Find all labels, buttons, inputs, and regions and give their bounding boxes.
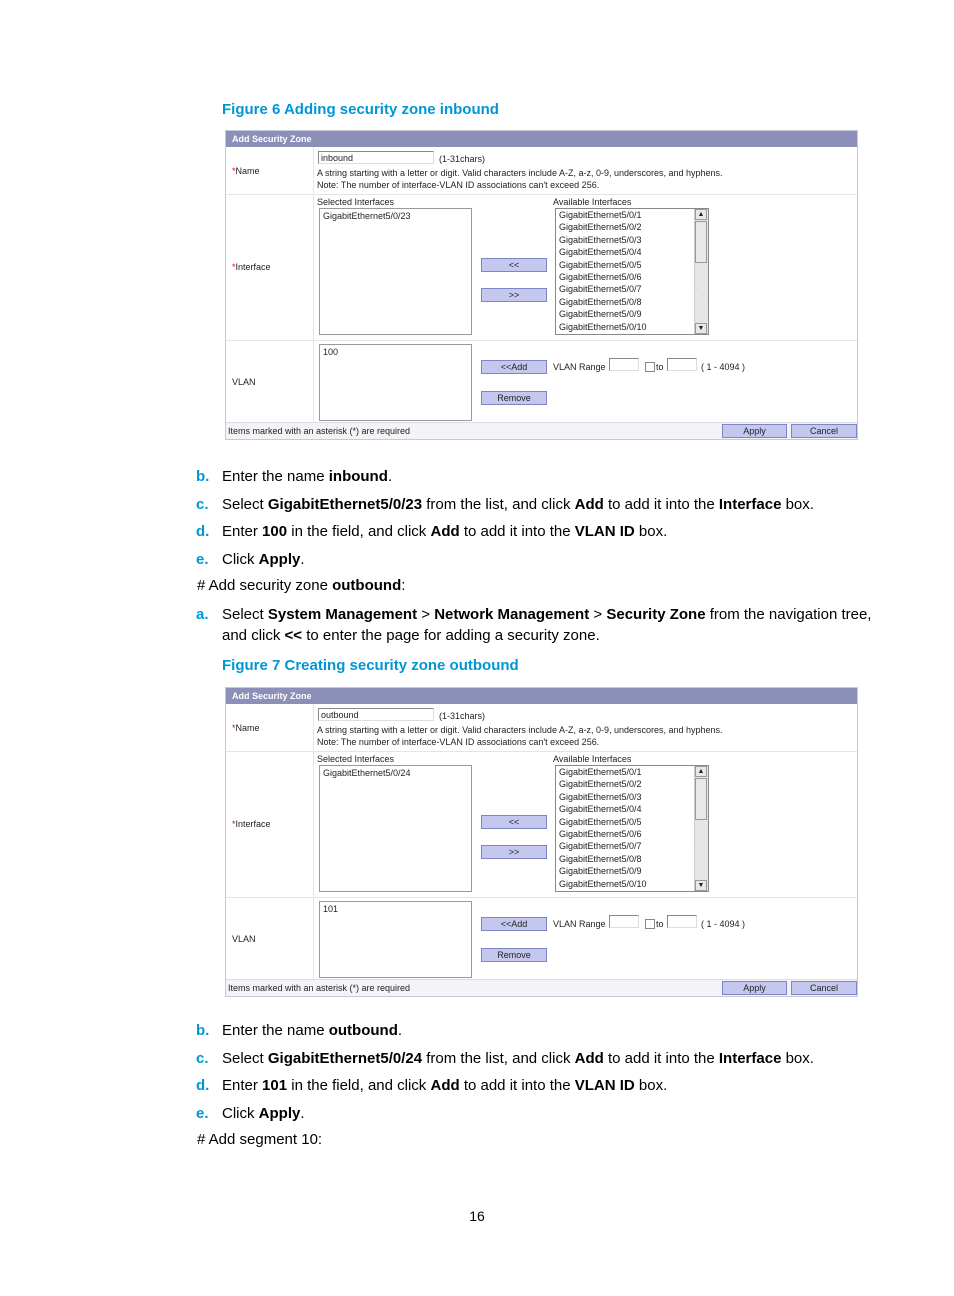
panel-footer (226, 979, 857, 996)
step-letter: b. (196, 468, 210, 485)
step-e (196, 549, 876, 570)
name-hint: (1-31chars) (439, 154, 486, 164)
step-text: from the navigation tree, (705, 606, 872, 623)
step-text: Enter (222, 1077, 263, 1094)
step-text: box. (781, 496, 814, 513)
name-description: A string starting with a letter or digit. Valid characters include A-Z, a-z, 0-9, underscores, and hyphens. (317, 725, 723, 735)
available-interface-item[interactable]: GigabitEthernet5/0/10 (559, 321, 647, 332)
figure-7-caption: Figure 7 Creating security zone outbound (222, 657, 519, 674)
vlan-list[interactable] (319, 901, 472, 978)
step-text: Add (574, 1050, 604, 1067)
vlan-range-end-input[interactable] (667, 358, 697, 371)
step-letter: c. (196, 1050, 209, 1067)
vlan-range-end-input[interactable] (667, 915, 697, 928)
required-note: Items marked with an asterisk (*) are required (228, 426, 411, 436)
step-text: Add (430, 523, 460, 540)
label-divider (313, 147, 314, 427)
step-b (196, 466, 876, 487)
step-text: and click (222, 627, 285, 644)
vlan-range-label: VLAN Range (553, 919, 606, 929)
name-input[interactable]: inbound (318, 151, 434, 164)
figure-6-caption: Figure 6 Adding security zone inbound (222, 101, 499, 118)
name-label-text: Name (235, 723, 260, 733)
move-left-button[interactable]: << (481, 258, 547, 272)
step-text: Security Zone (606, 606, 706, 623)
step-text: Select (222, 496, 268, 513)
add-vlan-button[interactable]: <<Add (481, 360, 547, 374)
available-interface-item[interactable]: GigabitEthernet5/0/4 (559, 804, 642, 815)
add-vlan-button[interactable]: <<Add (481, 917, 547, 931)
name-label (232, 723, 260, 733)
step-d (196, 521, 876, 542)
vlan-item[interactable]: 100 (323, 347, 339, 357)
name-hint: (1-31chars) (439, 711, 486, 721)
available-interface-item[interactable]: GigabitEthernet5/0/4 (559, 247, 642, 258)
vlan-range-hint: ( 1 - 4094 ) (701, 362, 746, 372)
step-text: Enter the name (222, 1022, 329, 1039)
required-asterisk: * (232, 262, 236, 272)
step-letter: d. (196, 523, 210, 540)
step-text: Click (222, 551, 259, 568)
step-text: Enter (222, 523, 263, 540)
add-segment-line: # Add segment 10: (197, 1131, 323, 1148)
remove-vlan-button[interactable]: Remove (481, 391, 547, 405)
required-asterisk: * (232, 166, 236, 176)
available-interfaces-list[interactable] (555, 765, 709, 892)
vlan-range-checkbox[interactable] (645, 919, 655, 929)
step-d (196, 1075, 876, 1096)
available-interface-item[interactable]: GigabitEthernet5/0/9 (559, 866, 642, 877)
available-interface-item[interactable]: GigabitEthernet5/0/3 (559, 791, 642, 802)
step-a (196, 604, 876, 646)
available-interface-item[interactable]: GigabitEthernet5/0/1 (559, 767, 642, 777)
name-note: Note: The number of interface-VLAN ID associations can't exceed 256. (317, 737, 600, 747)
step-text: VLAN ID (574, 1077, 635, 1094)
step-text: inbound (328, 468, 388, 485)
step-text: GigabitEthernet5/0/23 (267, 496, 423, 513)
step-a-line2 (196, 625, 876, 646)
available-interface-item[interactable]: GigabitEthernet5/0/7 (559, 841, 642, 852)
step-text: Select (222, 1050, 268, 1067)
scroll-down-icon[interactable]: ▼ (695, 880, 707, 891)
step-text: System Management (267, 606, 418, 623)
available-interface-item[interactable]: GigabitEthernet5/0/3 (559, 234, 642, 245)
scroll-up-icon[interactable]: ▲ (695, 766, 707, 777)
add-outbound-line (197, 577, 405, 594)
available-interfaces-list[interactable] (555, 208, 709, 335)
step-text: box. (634, 523, 668, 540)
vlan-item[interactable]: 101 (323, 904, 339, 914)
step-text: box. (634, 1077, 668, 1094)
move-right-button[interactable]: >> (481, 288, 547, 302)
step-letter: e. (196, 1105, 209, 1122)
available-interface-item[interactable]: GigabitEthernet5/0/6 (559, 272, 642, 283)
panel-footer (226, 422, 857, 439)
step-text: . (397, 1022, 403, 1039)
page-number: 16 (469, 1208, 485, 1224)
name-description: A string starting with a letter or digit. Valid characters include A-Z, a-z, 0-9, underscores, and hyphens. (317, 168, 723, 178)
step-e (196, 1103, 876, 1124)
selected-interface-item[interactable]: GigabitEthernet5/0/24 (323, 768, 411, 778)
available-interface-item[interactable]: GigabitEthernet5/0/2 (559, 222, 642, 233)
interface-label (232, 819, 271, 829)
step-text: to enter the page for adding a security zone. (302, 627, 600, 644)
step-text: in the field, and click (287, 523, 431, 540)
available-interface-item[interactable]: GigabitEthernet5/0/10 (559, 878, 647, 889)
step-text: Add (430, 1077, 460, 1094)
step-text: Select (222, 606, 268, 623)
required-asterisk: * (232, 723, 236, 733)
required-asterisk: * (232, 819, 236, 829)
step-text: box. (781, 1050, 814, 1067)
label-divider (313, 704, 314, 984)
add-security-zone-panel-outbound (225, 687, 858, 997)
vlan-label: VLAN (232, 934, 256, 944)
step-letter: b. (196, 1022, 210, 1039)
available-interface-item[interactable]: GigabitEthernet5/0/8 (559, 296, 642, 307)
step-text: Network Management (434, 606, 590, 623)
name-label (232, 166, 260, 176)
available-interface-item[interactable]: GigabitEthernet5/0/9 (559, 309, 642, 320)
required-note: Items marked with an asterisk (*) are required (228, 983, 411, 993)
step-text: > (589, 606, 607, 623)
interface-label-text: Interface (235, 819, 271, 829)
step-text: 101 (262, 1077, 288, 1094)
vlan-range-label: VLAN Range (553, 362, 606, 372)
step-text: to add it into the (459, 523, 575, 540)
step-text: VLAN ID (574, 523, 635, 540)
to-label: to (656, 919, 664, 929)
step-c (196, 1048, 876, 1069)
apply-button[interactable]: Apply (722, 981, 787, 995)
step-text: Enter the name (222, 468, 329, 485)
apply-button[interactable]: Apply (722, 424, 787, 438)
available-interfaces-label: Available Interfaces (553, 754, 632, 764)
step-letter: c. (196, 496, 209, 513)
step-text: from the list, and click (422, 496, 575, 513)
available-interfaces-label: Available Interfaces (553, 197, 632, 207)
name-input[interactable]: outbound (318, 708, 434, 721)
step-text: << (284, 627, 303, 644)
outbound-text: # Add security zone (197, 577, 333, 594)
selected-interfaces-label: Selected Interfaces (317, 197, 395, 207)
add-security-zone-panel-inbound (225, 130, 858, 440)
scroll-up-icon[interactable]: ▲ (695, 209, 707, 220)
selected-interfaces-list[interactable] (319, 765, 472, 892)
outbound-text: : (401, 577, 406, 594)
step-text: . (300, 551, 305, 568)
step-text: 100 (262, 523, 288, 540)
step-b (196, 1020, 876, 1041)
to-label: to (656, 362, 664, 372)
step-text: Apply (258, 1105, 301, 1122)
step-text: from the list, and click (422, 1050, 575, 1067)
step-text: Interface (718, 496, 782, 513)
move-left-button[interactable]: << (481, 815, 547, 829)
available-interface-item[interactable]: GigabitEthernet5/0/6 (559, 829, 642, 840)
cancel-button[interactable]: Cancel (791, 424, 857, 438)
move-right-button[interactable]: >> (481, 845, 547, 859)
step-text: in the field, and click (287, 1077, 431, 1094)
available-interface-item[interactable]: GigabitEthernet5/0/8 (559, 853, 642, 864)
available-interface-item[interactable]: GigabitEthernet5/0/5 (559, 816, 642, 827)
remove-vlan-button[interactable]: Remove (481, 948, 547, 962)
name-label-text: Name (235, 166, 260, 176)
panel-title: Add Security Zone (226, 688, 857, 704)
list-scrollbar[interactable] (694, 766, 708, 891)
vlan-range-start-input[interactable] (609, 915, 639, 928)
step-letter: d. (196, 1077, 210, 1094)
available-interface-item[interactable]: GigabitEthernet5/0/1 (559, 210, 642, 220)
interface-label-text: Interface (235, 262, 271, 272)
vlan-range-checkbox[interactable] (645, 362, 655, 372)
step-text: to add it into the (603, 496, 719, 513)
step-text: Apply (258, 551, 301, 568)
scroll-thumb[interactable] (695, 221, 707, 263)
step-text: to add it into the (603, 1050, 719, 1067)
selected-interface-item[interactable]: GigabitEthernet5/0/23 (323, 211, 411, 221)
vlan-range-start-input[interactable] (609, 358, 639, 371)
vlan-list[interactable] (319, 344, 472, 421)
list-scrollbar[interactable] (694, 209, 708, 334)
available-interface-item[interactable]: GigabitEthernet5/0/7 (559, 284, 642, 295)
step-c (196, 494, 876, 515)
panel-title: Add Security Zone (226, 131, 857, 147)
step-text: Interface (718, 1050, 782, 1067)
step-text: > (417, 606, 435, 623)
step-text: GigabitEthernet5/0/24 (267, 1050, 423, 1067)
step-letter: a. (196, 606, 209, 623)
interface-label (232, 262, 271, 272)
available-interface-item[interactable]: GigabitEthernet5/0/2 (559, 779, 642, 790)
scroll-down-icon[interactable]: ▼ (695, 323, 707, 334)
available-interface-item[interactable]: GigabitEthernet5/0/5 (559, 259, 642, 270)
selected-interfaces-label: Selected Interfaces (317, 754, 395, 764)
step-text: . (387, 468, 393, 485)
step-letter: e. (196, 551, 209, 568)
outbound-text: outbound (332, 577, 402, 594)
vlan-range-hint: ( 1 - 4094 ) (701, 919, 746, 929)
selected-interfaces-list[interactable] (319, 208, 472, 335)
scroll-thumb[interactable] (695, 778, 707, 820)
step-text: Click (222, 1105, 259, 1122)
name-note: Note: The number of interface-VLAN ID associations can't exceed 256. (317, 180, 600, 190)
step-text: to add it into the (459, 1077, 575, 1094)
cancel-button[interactable]: Cancel (791, 981, 857, 995)
vlan-label: VLAN (232, 377, 256, 387)
step-text: Add (574, 496, 604, 513)
step-text: outbound (328, 1022, 398, 1039)
step-text: . (300, 1105, 305, 1122)
